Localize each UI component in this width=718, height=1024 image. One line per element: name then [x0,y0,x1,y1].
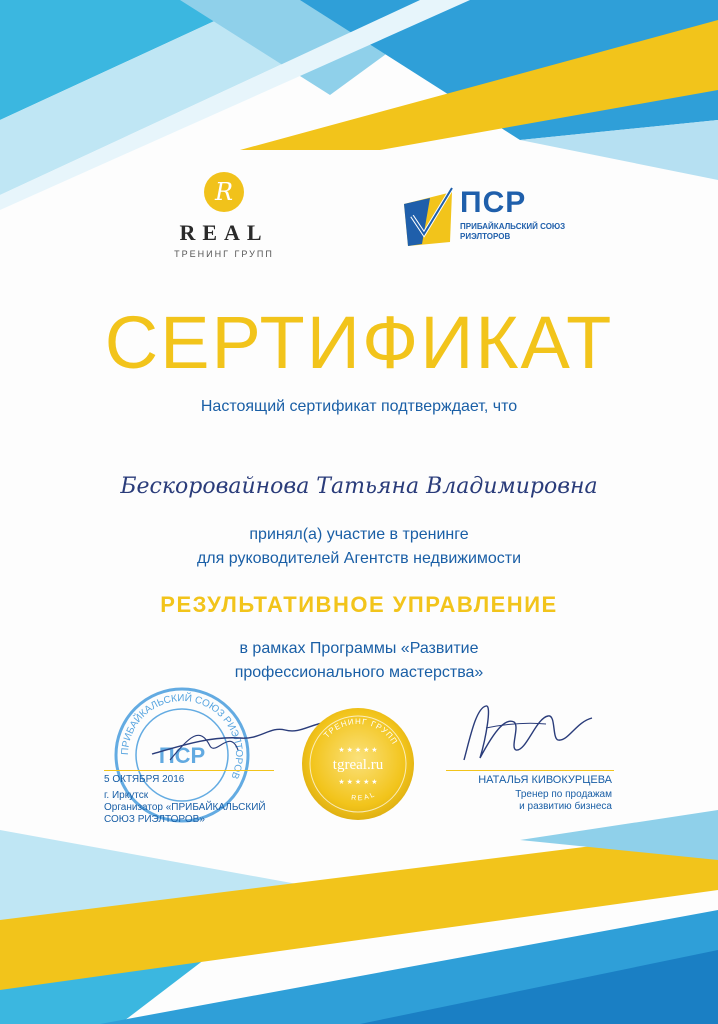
psr-logo-full-name: ПРИБАЙКАЛЬСКИЙ СОЮЗ РИЭЛТОРОВ [460,222,566,241]
trainer-name: НАТАЛЬЯ КИВОКУРЦЕВА [478,774,612,786]
recipient-name: Бескоровайнова Татьяна Владимировна [120,474,598,499]
seal-center-text: tgreal.ru [332,757,384,773]
seal-bottom-text: REAL [350,790,378,803]
real-logo-subtitle: ТРЕНИНГ ГРУПП [174,249,274,259]
seal-top-text: ТРЕНИНГ ГРУПП [322,716,400,747]
svg-text:★ ★ ★ ★ ★: ★ ★ ★ ★ ★ [338,779,378,786]
certificate-title: СЕРТИФИКАТ [104,301,614,384]
participation-line-2: для руководителей Агентств недвижимости [196,550,522,567]
psr-logo-mark [402,186,460,246]
stamp-text: ПРИБАЙКАЛЬСКИЙ СОЮЗ РИЭЛТОРОВ [119,692,245,781]
real-logo-mark: R [204,172,244,212]
event-city: г. Иркутск [104,790,149,801]
stamp-center-text: ПСР [158,743,206,768]
program-line-1: в рамках Программы «Развитие [239,640,479,657]
trainer-role-line-2: и развитию бизнеса [519,801,612,812]
top-decoration [0,0,718,210]
svg-text:★ ★ ★ ★ ★: ★ ★ ★ ★ ★ [338,747,378,754]
organizer-label-2: СОЮЗ РИЭЛТОРОВ» [104,814,205,825]
psr-logo [402,186,566,256]
trainer-role-line-1: Тренер по продажам [515,789,612,800]
real-logo [168,172,280,259]
psr-logo-name: ПСР [460,186,527,219]
event-date: 5 ОКТЯБРЯ 2016 [104,774,185,785]
real-logo-word: REAL [179,220,269,245]
intro-text: Настоящий сертификат подтверждает, что [200,398,518,415]
trainer-divider [446,770,614,771]
course-title: РЕЗУЛЬТАТИВНОЕ УПРАВЛЕНИЕ [160,592,558,617]
organizer-label-1: Организатор «ПРИБАЙКАЛЬСКИЙ [104,802,266,813]
trainer-signature [456,698,596,768]
bottom-decoration [0,800,718,1024]
date-divider [104,770,274,771]
program-line-2: профессионального мастерства» [234,664,484,681]
participation-line-1: принял(а) участие в тренинге [249,526,469,543]
